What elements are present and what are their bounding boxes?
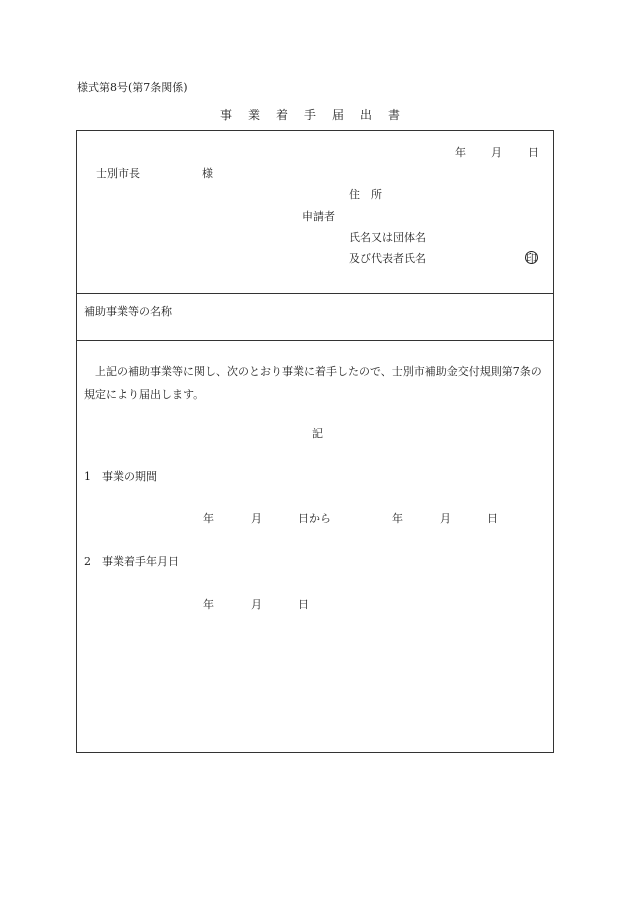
form-frame [76,130,554,753]
seal-icon: 印 [526,252,537,265]
document-title: 事業着手届出書 [220,108,417,122]
item1-to-month: 月 [440,512,451,525]
address-label: 住 所 [349,188,382,201]
divider [77,340,553,341]
item2-label: 2 事業着手年月日 [84,555,179,568]
project-name-label: 補助事業等の名称 [84,305,172,318]
date-day: 日 [528,146,539,159]
item1-from-month: 月 [251,512,262,525]
date-month: 月 [491,146,502,159]
item1-from-day: 日から [298,512,331,525]
item2-day: 日 [298,598,309,611]
applicant-label: 申請者 [302,210,335,223]
item2-month: 月 [251,598,262,611]
item1-from-year: 年 [203,512,214,525]
addressee-name: 士別市長 [96,167,140,180]
addressee-honorific: 様 [202,167,213,180]
ki-heading: 記 [312,427,323,440]
name-label: 氏名又は団体名 [349,231,426,244]
item2-year: 年 [203,598,214,611]
item1-label: 1 事業の期間 [84,470,157,483]
item1-to-day: 日 [487,512,498,525]
body-paragraph: 上記の補助事業等に関し、次のとおり事業に着手したので、士別市補助金交付規則第7条の規定により届出します。 [84,365,542,401]
item1-to-year: 年 [392,512,403,525]
form-number: 様式第8号(第7条関係) [77,81,188,94]
representative-label: 及び代表者氏名 [349,252,426,265]
date-year: 年 [455,146,466,159]
divider [77,293,553,294]
